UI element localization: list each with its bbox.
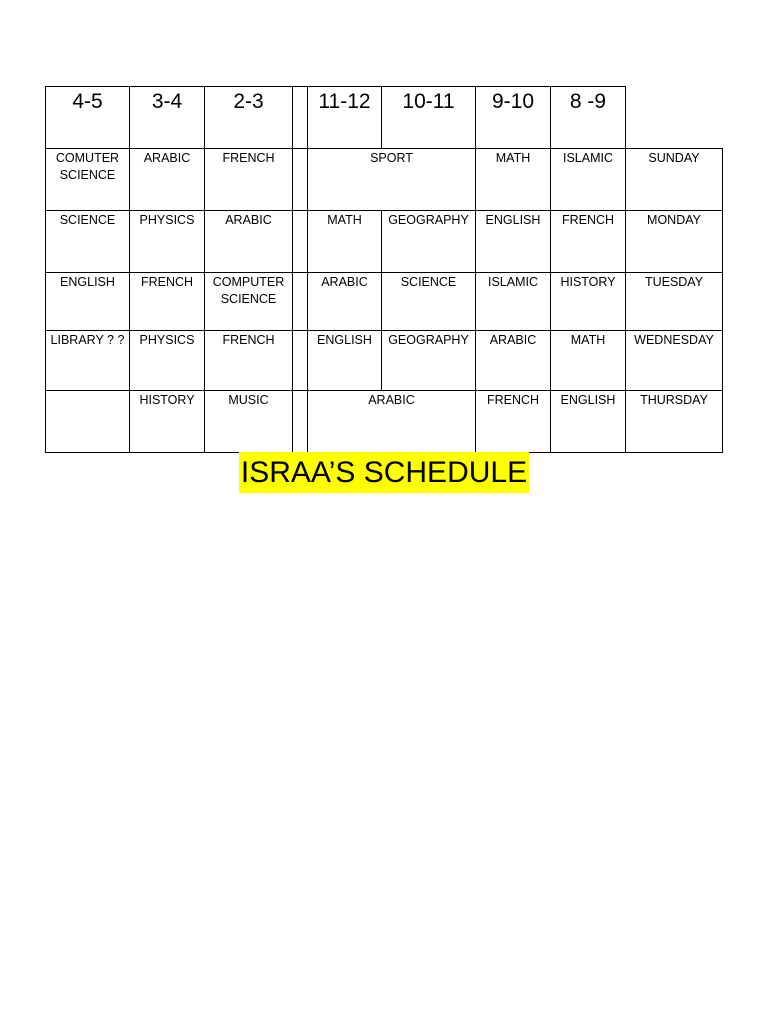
class-cell: ARABIC <box>205 211 293 273</box>
schedule-row-thursday <box>46 391 723 453</box>
gap-cell <box>293 149 308 211</box>
class-cell: ARABIC <box>308 273 382 331</box>
corner-cell <box>626 87 723 149</box>
class-cell: ENGLISH <box>308 331 382 391</box>
class-cell: FRENCH <box>130 273 205 331</box>
class-cell: ARABIC <box>308 391 476 453</box>
day-label: SUNDAY <box>626 149 723 211</box>
class-cell: PHYSICS <box>130 331 205 391</box>
gap-cell <box>293 273 308 331</box>
class-cell: ENGLISH <box>46 273 130 331</box>
class-cell: ARABIC <box>476 331 551 391</box>
class-cell: ARABIC <box>130 149 205 211</box>
class-cell: COMUTER SCIENCE <box>46 149 130 211</box>
time-header: 2-3 <box>205 87 293 149</box>
class-cell: HISTORY <box>130 391 205 453</box>
class-cell: ISLAMIC <box>476 273 551 331</box>
class-cell: SCIENCE <box>382 273 476 331</box>
day-label: WEDNESDAY <box>626 331 723 391</box>
class-cell: PHYSICS <box>130 211 205 273</box>
class-cell: SPORT <box>308 149 476 211</box>
class-cell: SCIENCE <box>46 211 130 273</box>
schedule-title: ISRAA’S SCHEDULE <box>239 452 529 493</box>
class-cell: HISTORY <box>551 273 626 331</box>
class-cell <box>46 391 130 453</box>
class-cell: MATH <box>308 211 382 273</box>
class-cell: FRENCH <box>551 211 626 273</box>
time-header: 9-10 <box>476 87 551 149</box>
class-cell: FRENCH <box>205 149 293 211</box>
time-header: 3-4 <box>130 87 205 149</box>
gap-cell <box>293 391 308 453</box>
class-cell: ENGLISH <box>476 211 551 273</box>
class-cell: LIBRARY ? ? <box>46 331 130 391</box>
time-header: 8 -9 <box>551 87 626 149</box>
class-cell: FRENCH <box>205 331 293 391</box>
schedule-row-tuesday <box>46 273 723 331</box>
time-header: 4-5 <box>46 87 130 149</box>
class-cell: GEOGRAPHY <box>382 331 476 391</box>
class-cell: MATH <box>476 149 551 211</box>
day-label: MONDAY <box>626 211 723 273</box>
gap-cell <box>293 87 308 149</box>
time-header: 10-11 <box>382 87 476 149</box>
schedule-row-monday <box>46 211 723 273</box>
schedule-row-sunday <box>46 149 723 211</box>
class-cell: MATH <box>551 331 626 391</box>
day-label: TUESDAY <box>626 273 723 331</box>
header-row <box>46 87 723 149</box>
class-cell: GEOGRAPHY <box>382 211 476 273</box>
class-cell: MUSIC <box>205 391 293 453</box>
class-cell: COMPUTER SCIENCE <box>205 273 293 331</box>
gap-cell <box>293 331 308 391</box>
schedule-row-wednesday <box>46 331 723 391</box>
gap-cell <box>293 211 308 273</box>
class-cell: ISLAMIC <box>551 149 626 211</box>
class-cell: FRENCH <box>476 391 551 453</box>
class-cell: ENGLISH <box>551 391 626 453</box>
day-label: THURSDAY <box>626 391 723 453</box>
time-header: 11-12 <box>308 87 382 149</box>
schedule-table <box>45 86 723 453</box>
title-container <box>0 452 768 493</box>
